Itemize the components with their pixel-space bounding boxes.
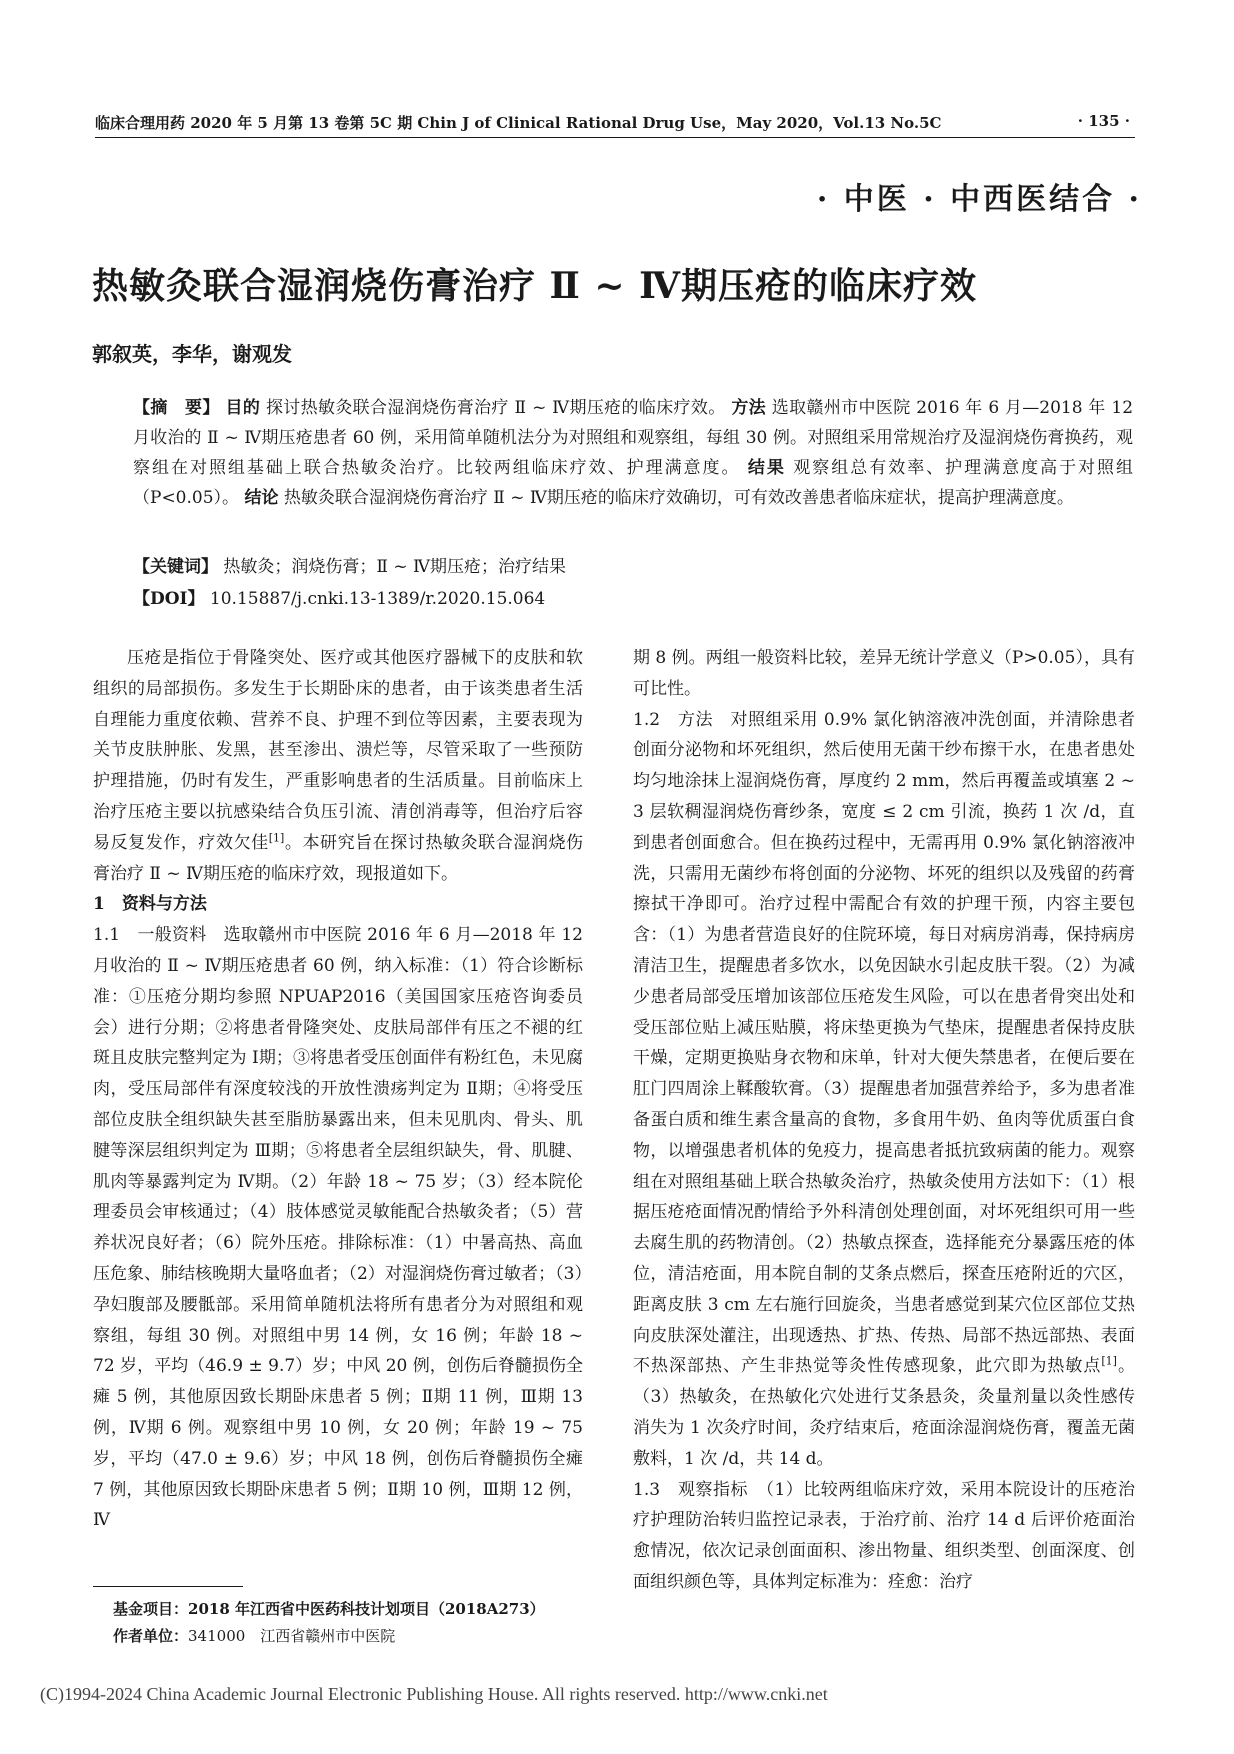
methods-label: 方法 (731, 398, 767, 418)
subsection-1-1-cont: 期 8 例。两组一般资料比较，差异无统计学意义（P>0.05），具有可比性。 (633, 648, 1135, 699)
left-column (93, 643, 583, 1536)
header-rule (95, 137, 1135, 138)
author-list: 郭叙英，李华，谢观发 (92, 342, 292, 366)
citation-ref: [1] (268, 831, 285, 845)
subsection-heading-1-3: 1.3 观察指标 (633, 1479, 748, 1500)
doi (133, 584, 545, 609)
objective-text: 探讨热敏灸联合湿润烧伤膏治疗 Ⅱ ~ Ⅳ期压疮的临床疗效。 (265, 398, 726, 418)
subsection-1-3: 1.3 观察指标 （1）比较两组临床疗效，采用本院设计的压疮治疗护理防治转归监控记录表，于治疗前、治疗 14 d 后评价疮面治愈情况，依次记录创面面积、渗出物量、组织类型、创面深度、创面组织颜色等，具体判定标准为：痊愈：治疗 (633, 1479, 1136, 1592)
fund-footnote: 基金项目：2018 年江西省中医药科技计划项目（2018A273） (113, 1600, 545, 1618)
keywords-label: 【关键词】 (133, 557, 218, 577)
methods-text: 选取赣州市中医院 2016 年 6 月—2018 年 12 月收治的 Ⅱ ~ Ⅳ期压疮患者 60 例，采用简单随机法分为对照组和观察组，每组 30 例。对照组采用常规治疗及湿润烧伤膏换药，观察组在对照组基础上联合热敏灸治疗。比较两组临床疗效、护理满意度。 (133, 398, 1134, 478)
page-number: · 135 · (1077, 112, 1130, 130)
copyright-notice: (C)1994-2024 China Academic Journal Electronic Publishing House. All rights reserved. http://www.cnki.net (40, 1684, 828, 1704)
section-heading-1: 1 资料与方法 (93, 894, 207, 915)
section-heading: · 中医 · 中西医结合 · (816, 182, 1142, 217)
article-title: 热敏灸联合湿润烧伤膏治疗 Ⅱ ~ Ⅳ期压疮的临床疗效 (92, 265, 977, 307)
keywords-text: 热敏灸；润烧伤膏；Ⅱ ~ Ⅳ期压疮；治疗结果 (223, 557, 566, 577)
subsection-1-2: 1.2 方法 对照组采用 0.9% 氯化钠溶液冲洗创面，并清除患者创面分泌物和坏死组织，然后使用无菌干纱布擦干水，在患者患处均匀地涂抹上湿润烧伤膏，厚度约 2 mm，然后再覆盖或填塞 2 ~ 3 层软稠湿润烧伤膏纱条，宽度 ≤ 2 cm 引流，换药 1 次 /d，直到患者创面愈合。但在换药过程中，无需再用 0.9% 氯化钠溶液冲洗，只需用无菌纱布将创面的分泌物、坏死的组织以及残留的药膏擦拭干净即可。治疗过程中需配合有效的护理干预，内容主要包含：（1）为患者营造良好的住院环境，每日对病房消毒，保持病房清洁卫生，提醒患者多饮水，以免因缺水引起皮肤干裂。（2）为减少患者局部受压增加该部位压疮发生风险，可以在患者骨突出处和受压部位贴上减压贴膜，将床垫更换为气垫床，提醒患者保持皮肤干燥，定期更换贴身衣物和床单，针对大便失禁患者，在便后要在肛门四周涂上鞣酸软膏。（3）提醒患者加强营养给予，多为患者准备蛋白质和维生素含量高的食物，多食用牛奶、鱼肉等优质蛋白食物，以增强患者机体的免疫力，提高患者抵抗致病菌的能力。观察组在对照组基础上联合热敏灸治疗，热敏灸使用方法如下：（1）根据压疮疮面情况酌情给予外科清创处理创面，对坏死组织可用一些去腐生肌的药物清创。（2）热敏点探查，选择能充分暴露压疮的体位，清洁疮面，用本院自制的艾条点燃后，探查压疮附近的穴区，距离皮肤 3 cm 左右施行回旋灸，当患者感觉到某穴位区部位艾热向皮肤深处灌注，出现透热、扩热、传热、局部不热远部热、表面不热深部热、产生非热觉等灸性传感现象，此穴即为热敏点[1]。（3）热敏灸，在热敏化穴处进行艾条悬灸，灸量剂量以灸性感传消失为 1 次灸疗时间，灸疗结束后，疮面涂湿润烧伤膏，覆盖无菌敷料，1 次 /d，共 14 d。 (633, 709, 1135, 1469)
affiliation-footnote: 作者单位：341000 江西省赣州市中医院 (113, 1627, 396, 1645)
subsection-1-1: 1.1 一般资料 选取赣州市中医院 2016 年 6 月—2018 年 12 月收治的 Ⅱ ~ Ⅳ期压疮患者 60 例，纳入标准：（1）符合诊断标准：①压疮分期均参照 NPUAP2016（美国国家压疮咨询委员会）进行分期；②将患者骨隆突处、皮肤局部伴有压之不褪的红斑且皮肤完整判定为 Ⅰ期；③将患者受压创面伴有粉红色，未见腐肉，受压局部伴有深度较浅的开放性溃疡判定为 Ⅱ期；④将受压部位皮肤全组织缺失甚至脂肪暴露出来，但未见肌肉、骨头、肌腱等深层组织判定为 Ⅲ期；⑤将患者全层组织缺失，骨、肌腱、肌肉等暴露判定为 Ⅳ期。（2）年龄 18 ~ 75 岁；（3）经本院伦理委员会审核通过；（4）肢体感觉灵敏能配合热敏灸者；（5）营养状况良好者；（6）院外压疮。排除标准：（1）中暑高热、高血压危象、肺结核晚期大量咯血者；（2）对湿润烧伤膏过敏者；（3）孕妇腹部及腰骶部。采用简单随机法将所有患者分为对照组和观察组，每组 30 例。对照组中男 14 例，女 16 例；年龄 18 ~ 72 岁，平均（46.9 ± 9.7）岁；中风 20 例，创伤后脊髓损伤全瘫 5 例，其他原因致长期卧床患者 5 例；Ⅱ期 11 例，Ⅲ期 13 例，Ⅳ期 6 例。观察组中男 10 例，女 20 例；年龄 19 ~ 75 岁，平均（47.0 ± 9.6）岁；中风 18 例，创伤后脊髓损伤全瘫 7 例，其他原因致长期卧床患者 5 例；Ⅱ期 10 例，Ⅲ期 12 例，Ⅳ (93, 925, 583, 1531)
results-text: 观察组总有效率、护理满意度高于对照组（P<0.05）。 (133, 458, 1134, 508)
running-header (95, 112, 1130, 134)
doi-label: 【DOI】 (133, 589, 205, 609)
keywords (133, 552, 566, 577)
results-label: 结果 (747, 458, 786, 478)
objective-label: 目的 (225, 398, 261, 418)
citation-ref: [1] (1101, 1354, 1117, 1368)
conclusion-text: 热敏灸联合湿润烧伤膏治疗 Ⅱ ~ Ⅳ期压疮的临床疗效确切，可有效改善患者临床症状，提高护理满意度。 (283, 488, 1074, 508)
subsection-heading-1-1: 1.1 一般资料 (93, 925, 207, 946)
doi-text: 10.15887/j.cnki.13-1389/r.2020.15.064 (209, 589, 546, 609)
subsection-heading-1-2: 1.2 方法 (633, 709, 714, 730)
intro-paragraph: 压疮是指位于骨隆突处、医疗或其他医疗器械下的皮肤和软组织的局部损伤。多发生于长期卧床的患者，由于该类患者生活自理能力重度依赖、营养不良、护理不到位等因素，主要表现为关节皮肤肿胀、发黑，甚至渗出、溃烂等，尽管采取了一些预防护理措施，仍时有发生，严重影响患者的生活质量。目前临床上治疗压疮主要以抗感染结合负压引流、清创消毒等，但治疗后容易反复发作，疗效欠佳[1]。本研究旨在探讨热敏灸联合湿润烧伤膏治疗 Ⅱ ~ Ⅳ期压疮的临床疗效，现报道如下。 (93, 648, 584, 884)
abstract-label: 【摘 要】 (133, 398, 220, 418)
conclusion-label: 结论 (244, 488, 279, 508)
footnote-rule (93, 1586, 243, 1587)
right-column (633, 643, 1135, 1598)
abstract (133, 393, 1133, 513)
journal-citation: 临床合理用药 2020 年 5 月第 13 卷第 5C 期 Chin J of Clinical Rational Drug Use，May 2020，Vol.13 No.5C (95, 114, 942, 132)
